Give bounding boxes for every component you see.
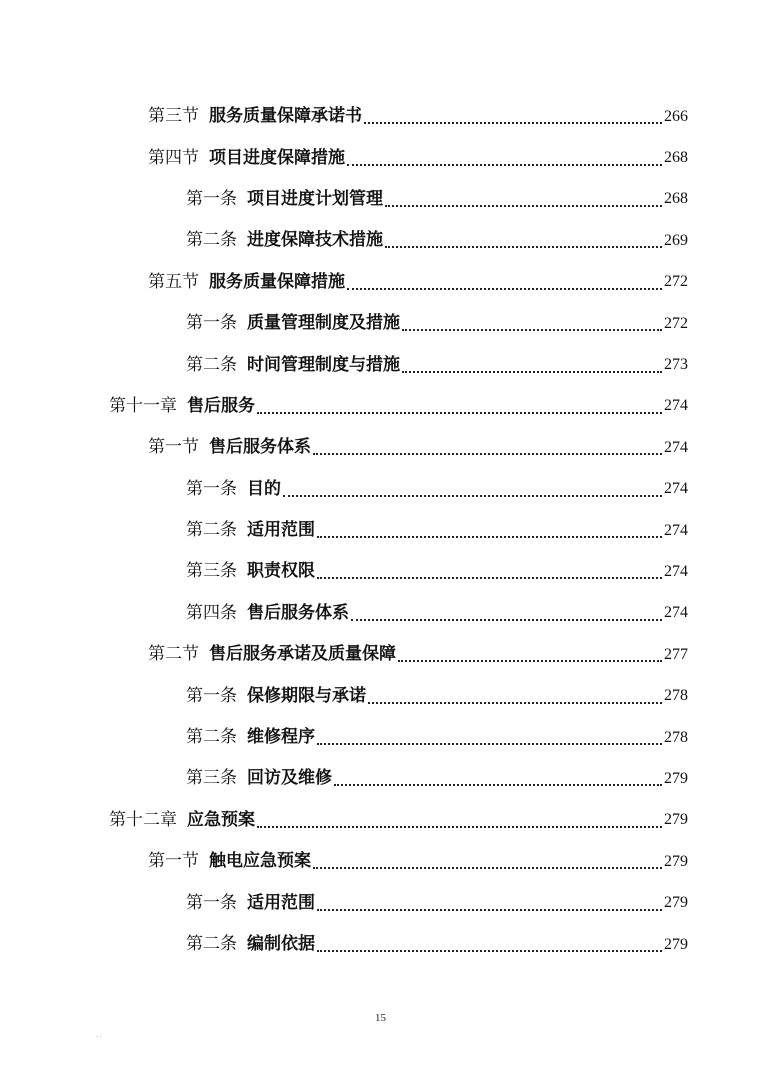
- toc-dot-leader: [313, 866, 662, 869]
- toc-entry-number: 第一条: [186, 313, 237, 334]
- toc-entry[interactable]: [0, 882, 761, 923]
- toc-entry-page-number: 274: [664, 604, 688, 622]
- footer-page-number: 15: [375, 1012, 386, 1024]
- toc-entry-title: 应急预案: [187, 809, 255, 830]
- toc-entry[interactable]: [0, 841, 761, 882]
- toc-dot-leader: [283, 494, 662, 497]
- toc-entry-title: 适用范围: [247, 520, 315, 541]
- toc-entry-title: 维修程序: [247, 727, 315, 748]
- toc-entry[interactable]: [0, 427, 761, 468]
- toc-entry-number: 第二条: [186, 727, 237, 748]
- toc-entry-page-number: 268: [664, 190, 688, 208]
- toc-entry[interactable]: [0, 179, 761, 220]
- toc-entry-page-number: 278: [664, 728, 688, 746]
- toc-entry-page-number: 274: [664, 438, 688, 456]
- toc-entry-page-number: 266: [664, 107, 688, 125]
- toc-entry-number: 第四节: [148, 147, 199, 168]
- toc-entry-title: 触电应急预案: [209, 851, 311, 872]
- toc-entry-number: 第二条: [186, 520, 237, 541]
- toc-entry[interactable]: [0, 675, 761, 716]
- toc-entry-number: 第一条: [186, 188, 237, 209]
- toc-dot-leader: [351, 618, 662, 621]
- toc-entry[interactable]: [0, 469, 761, 510]
- toc-entry-number: 第一条: [186, 478, 237, 499]
- toc-entry-page-number: 268: [664, 149, 688, 167]
- toc-entry-page-number: 279: [664, 811, 688, 829]
- toc-entry-title: 服务质量保障措施: [209, 271, 345, 292]
- toc-entry-page-number: 279: [664, 852, 688, 870]
- toc-entry-page-number: 269: [664, 231, 688, 249]
- toc-entry-number: 第十一章: [109, 395, 177, 416]
- toc-entry-page-number: 273: [664, 356, 688, 374]
- toc-dot-leader: [347, 287, 662, 290]
- toc-entry-title: 服务质量保障承诺书: [209, 106, 362, 127]
- toc-entry-page-number: 279: [664, 769, 688, 787]
- toc-entry-number: 第二条: [186, 354, 237, 375]
- toc-entry-page-number: 272: [664, 273, 688, 291]
- toc-entry[interactable]: [0, 96, 761, 137]
- toc-entry-title: 编制依据: [247, 934, 315, 954]
- toc-entry[interactable]: [0, 386, 761, 427]
- toc-entry-number: 第四条: [186, 602, 237, 623]
- toc-entry[interactable]: [0, 137, 761, 178]
- toc-dot-leader: [364, 121, 662, 124]
- toc-entry-title: 目的: [247, 478, 281, 499]
- toc-entry[interactable]: [0, 924, 761, 965]
- toc-entry[interactable]: [0, 344, 761, 385]
- toc-entry[interactable]: [0, 758, 761, 799]
- toc-entry-title: 进度保障技术措施: [247, 230, 383, 251]
- toc-entry[interactable]: [0, 262, 761, 303]
- toc-entry-number: 第二条: [186, 230, 237, 251]
- table-of-contents: [0, 96, 761, 965]
- corner-mark: ..: [96, 1030, 103, 1039]
- toc-dot-leader: [257, 825, 662, 828]
- toc-entry-page-number: 274: [664, 521, 688, 539]
- toc-dot-leader: [313, 452, 662, 455]
- toc-dot-leader: [257, 411, 662, 414]
- toc-entry-number: 第一节: [148, 851, 199, 872]
- toc-entry-number: 第十二章: [109, 809, 177, 830]
- toc-entry-number: 第五节: [148, 271, 199, 292]
- toc-entry-number: 第三条: [186, 768, 237, 789]
- toc-entry-title: 售后服务体系: [247, 602, 349, 623]
- toc-dot-leader: [347, 163, 662, 166]
- toc-entry-page-number: 272: [664, 314, 688, 332]
- toc-dot-leader: [385, 245, 662, 248]
- toc-dot-leader: [385, 204, 662, 207]
- toc-dot-leader: [317, 908, 662, 911]
- toc-entry-page-number: 279: [664, 935, 688, 953]
- toc-entry[interactable]: [0, 593, 761, 634]
- toc-entry-page-number: 274: [664, 397, 688, 415]
- toc-entry-page-number: 277: [664, 645, 688, 663]
- toc-entry-page-number: 278: [664, 687, 688, 705]
- toc-entry[interactable]: [0, 634, 761, 675]
- toc-entry[interactable]: [0, 800, 761, 841]
- toc-entry-title: 售后服务承诺及质量保障: [209, 644, 396, 665]
- toc-entry-page-number: 274: [664, 562, 688, 580]
- toc-dot-leader: [402, 328, 662, 331]
- toc-entry-number: 第一节: [148, 437, 199, 458]
- toc-dot-leader: [317, 576, 662, 579]
- toc-entry-number: 第二条: [186, 934, 237, 954]
- toc-entry-title: 职责权限: [247, 561, 315, 582]
- toc-entry[interactable]: [0, 551, 761, 592]
- toc-entry[interactable]: [0, 717, 761, 758]
- toc-dot-leader: [398, 659, 662, 662]
- toc-dot-leader: [368, 701, 662, 704]
- toc-dot-leader: [402, 370, 662, 373]
- toc-entry-title: 适用范围: [247, 892, 315, 913]
- toc-entry-page-number: 279: [664, 894, 688, 912]
- toc-entry-title: 售后服务体系: [209, 437, 311, 458]
- toc-entry-number: 第二节: [148, 644, 199, 665]
- toc-entry-title: 售后服务: [187, 395, 255, 416]
- toc-entry-title: 回访及维修: [247, 768, 332, 789]
- toc-dot-leader: [334, 783, 662, 786]
- toc-dot-leader: [317, 949, 662, 952]
- toc-entry-number: 第一条: [186, 892, 237, 913]
- toc-entry-title: 保修期限与承诺: [247, 685, 366, 706]
- toc-entry-title: 项目进度保障措施: [209, 147, 345, 168]
- toc-entry-number: 第三条: [186, 561, 237, 582]
- toc-dot-leader: [317, 535, 662, 538]
- toc-entry-page-number: 274: [664, 480, 688, 498]
- toc-entry[interactable]: [0, 220, 761, 261]
- toc-entry-number: 第一条: [186, 685, 237, 706]
- toc-dot-leader: [317, 742, 662, 745]
- toc-entry[interactable]: [0, 303, 761, 344]
- toc-entry[interactable]: [0, 510, 761, 551]
- toc-entry-title: 质量管理制度及措施: [247, 313, 400, 334]
- toc-entry-number: 第三节: [148, 106, 199, 127]
- toc-entry-title: 时间管理制度与措施: [247, 354, 400, 375]
- toc-entry-title: 项目进度计划管理: [247, 188, 383, 209]
